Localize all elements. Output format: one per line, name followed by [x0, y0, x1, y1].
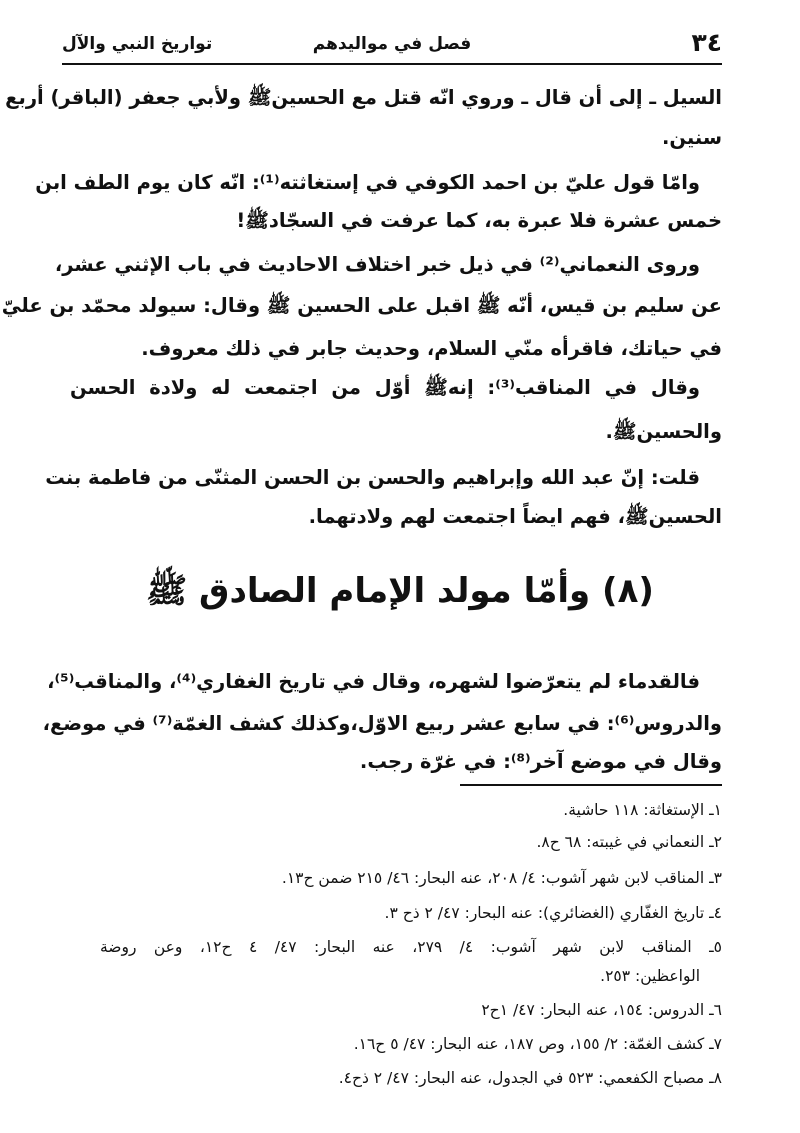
footnote: ٤ـ تاريخ الغفّاري (الغضائري): عنه البحار: ٤٧/ ٢ ذح ٣. — [384, 904, 722, 922]
header-rule — [62, 63, 722, 65]
footnote: ٨ـ مصباح الكفعمي: ٥٢٣ في الجدول، عنه البحار: ٤٧/ ٢ ذح٤. — [338, 1069, 722, 1087]
body-line: قلت: إنّ عبد الله وإبراهيم والحسن بن الحسن المثنّى من فاطمة بنت — [45, 466, 700, 489]
footnote: الواعظين: ٢٥٣. — [600, 967, 700, 985]
body-line: عن سليم بن قيس، أنّه ‎ﷺ‎ اقبل على الحسين ‎ﷺ‎ وقال: سيولد محمّد بن عليّ — [1, 294, 722, 317]
body-line: والحسين‎ﷺ‎. — [605, 420, 722, 443]
body-line: وقال في المناقب⁽³⁾: إنه‎ﷺ‎ أوّل من اجتمعت له ولادة الحسن — [70, 376, 700, 399]
body-line: الحسين‎ﷺ‎، فهم ايضاً اجتمعت لهم ولادتهما. — [308, 505, 722, 528]
footnote-rule — [460, 784, 722, 786]
book-title: تواريخ النبي والآل — [62, 34, 213, 54]
body-line: سنين. — [661, 126, 722, 149]
body-line: في حياتك، فاقرأه منّي السلام، وحديث جابر في ذلك معروف. — [141, 337, 722, 360]
page-header — [62, 30, 722, 60]
footnote: ٥ـ المناقب لابن شهر آشوب: ٤/ ٢٧٩، عنه البحار: ٤٧/ ٤ ح١٢، وعن روضة — [100, 938, 722, 956]
body-line: وامّا قول عليّ بن احمد الكوفي في إستغاثته⁽¹⁾: انّه كان يوم الطف ابن — [35, 171, 700, 194]
body-line: وروى النعماني⁽²⁾ في ذيل خبر اختلاف الاحاديث في باب الإثني عشر، — [54, 253, 700, 276]
body-line: والدروس⁽⁶⁾: في سابع عشر ربيع الاوّل،وكذلك كشف الغمّة⁽⁷⁾ في موضع، — [42, 712, 722, 735]
section-heading: (٨) وأمّا مولد الإمام الصادق ‎ﷺ‎ — [146, 571, 654, 611]
footnote: ٧ـ كشف الغمّة: ٢/ ١٥٥، وص ١٨٧، عنه البحار: ٤٧/ ٥ ح١٦. — [353, 1035, 722, 1053]
body-line: وقال في موضع آخر⁽⁸⁾: في غرّة رجب. — [359, 750, 722, 773]
body-line: فالقدماء لم يتعرّضوا لشهره، وقال في تاريخ الغفاري⁽⁴⁾، والمناقب⁽⁵⁾، — [47, 670, 700, 693]
body-line: السيل ـ إلى أن قال ـ وروي انّه قتل مع الحسين‎ﷺ‎ ولأبي جعفر (الباقر) أربع — [5, 86, 722, 109]
page-number: ٣٤ — [691, 28, 722, 57]
footnote: ٣ـ المناقب لابن شهر آشوب: ٤/ ٢٠٨، عنه البحار: ٤٦/ ٢١٥ ضمن ح١٣. — [281, 869, 722, 887]
chapter-title: فصل في مواليدهم — [312, 34, 472, 54]
footnote: ٦ـ الدروس: ١٥٤، عنه البحار: ٤٧/ ١ح٢ — [481, 1001, 722, 1019]
footnote: ١ـ الإستغاثة: ١١٨ حاشية. — [563, 801, 722, 819]
body-line: خمس عشرة فلا عبرة به، كما عرفت في السجّاد‎ﷺ‎! — [236, 209, 722, 232]
footnote: ٢ـ النعماني في غيبته: ٦٨ ح٨. — [536, 833, 722, 851]
